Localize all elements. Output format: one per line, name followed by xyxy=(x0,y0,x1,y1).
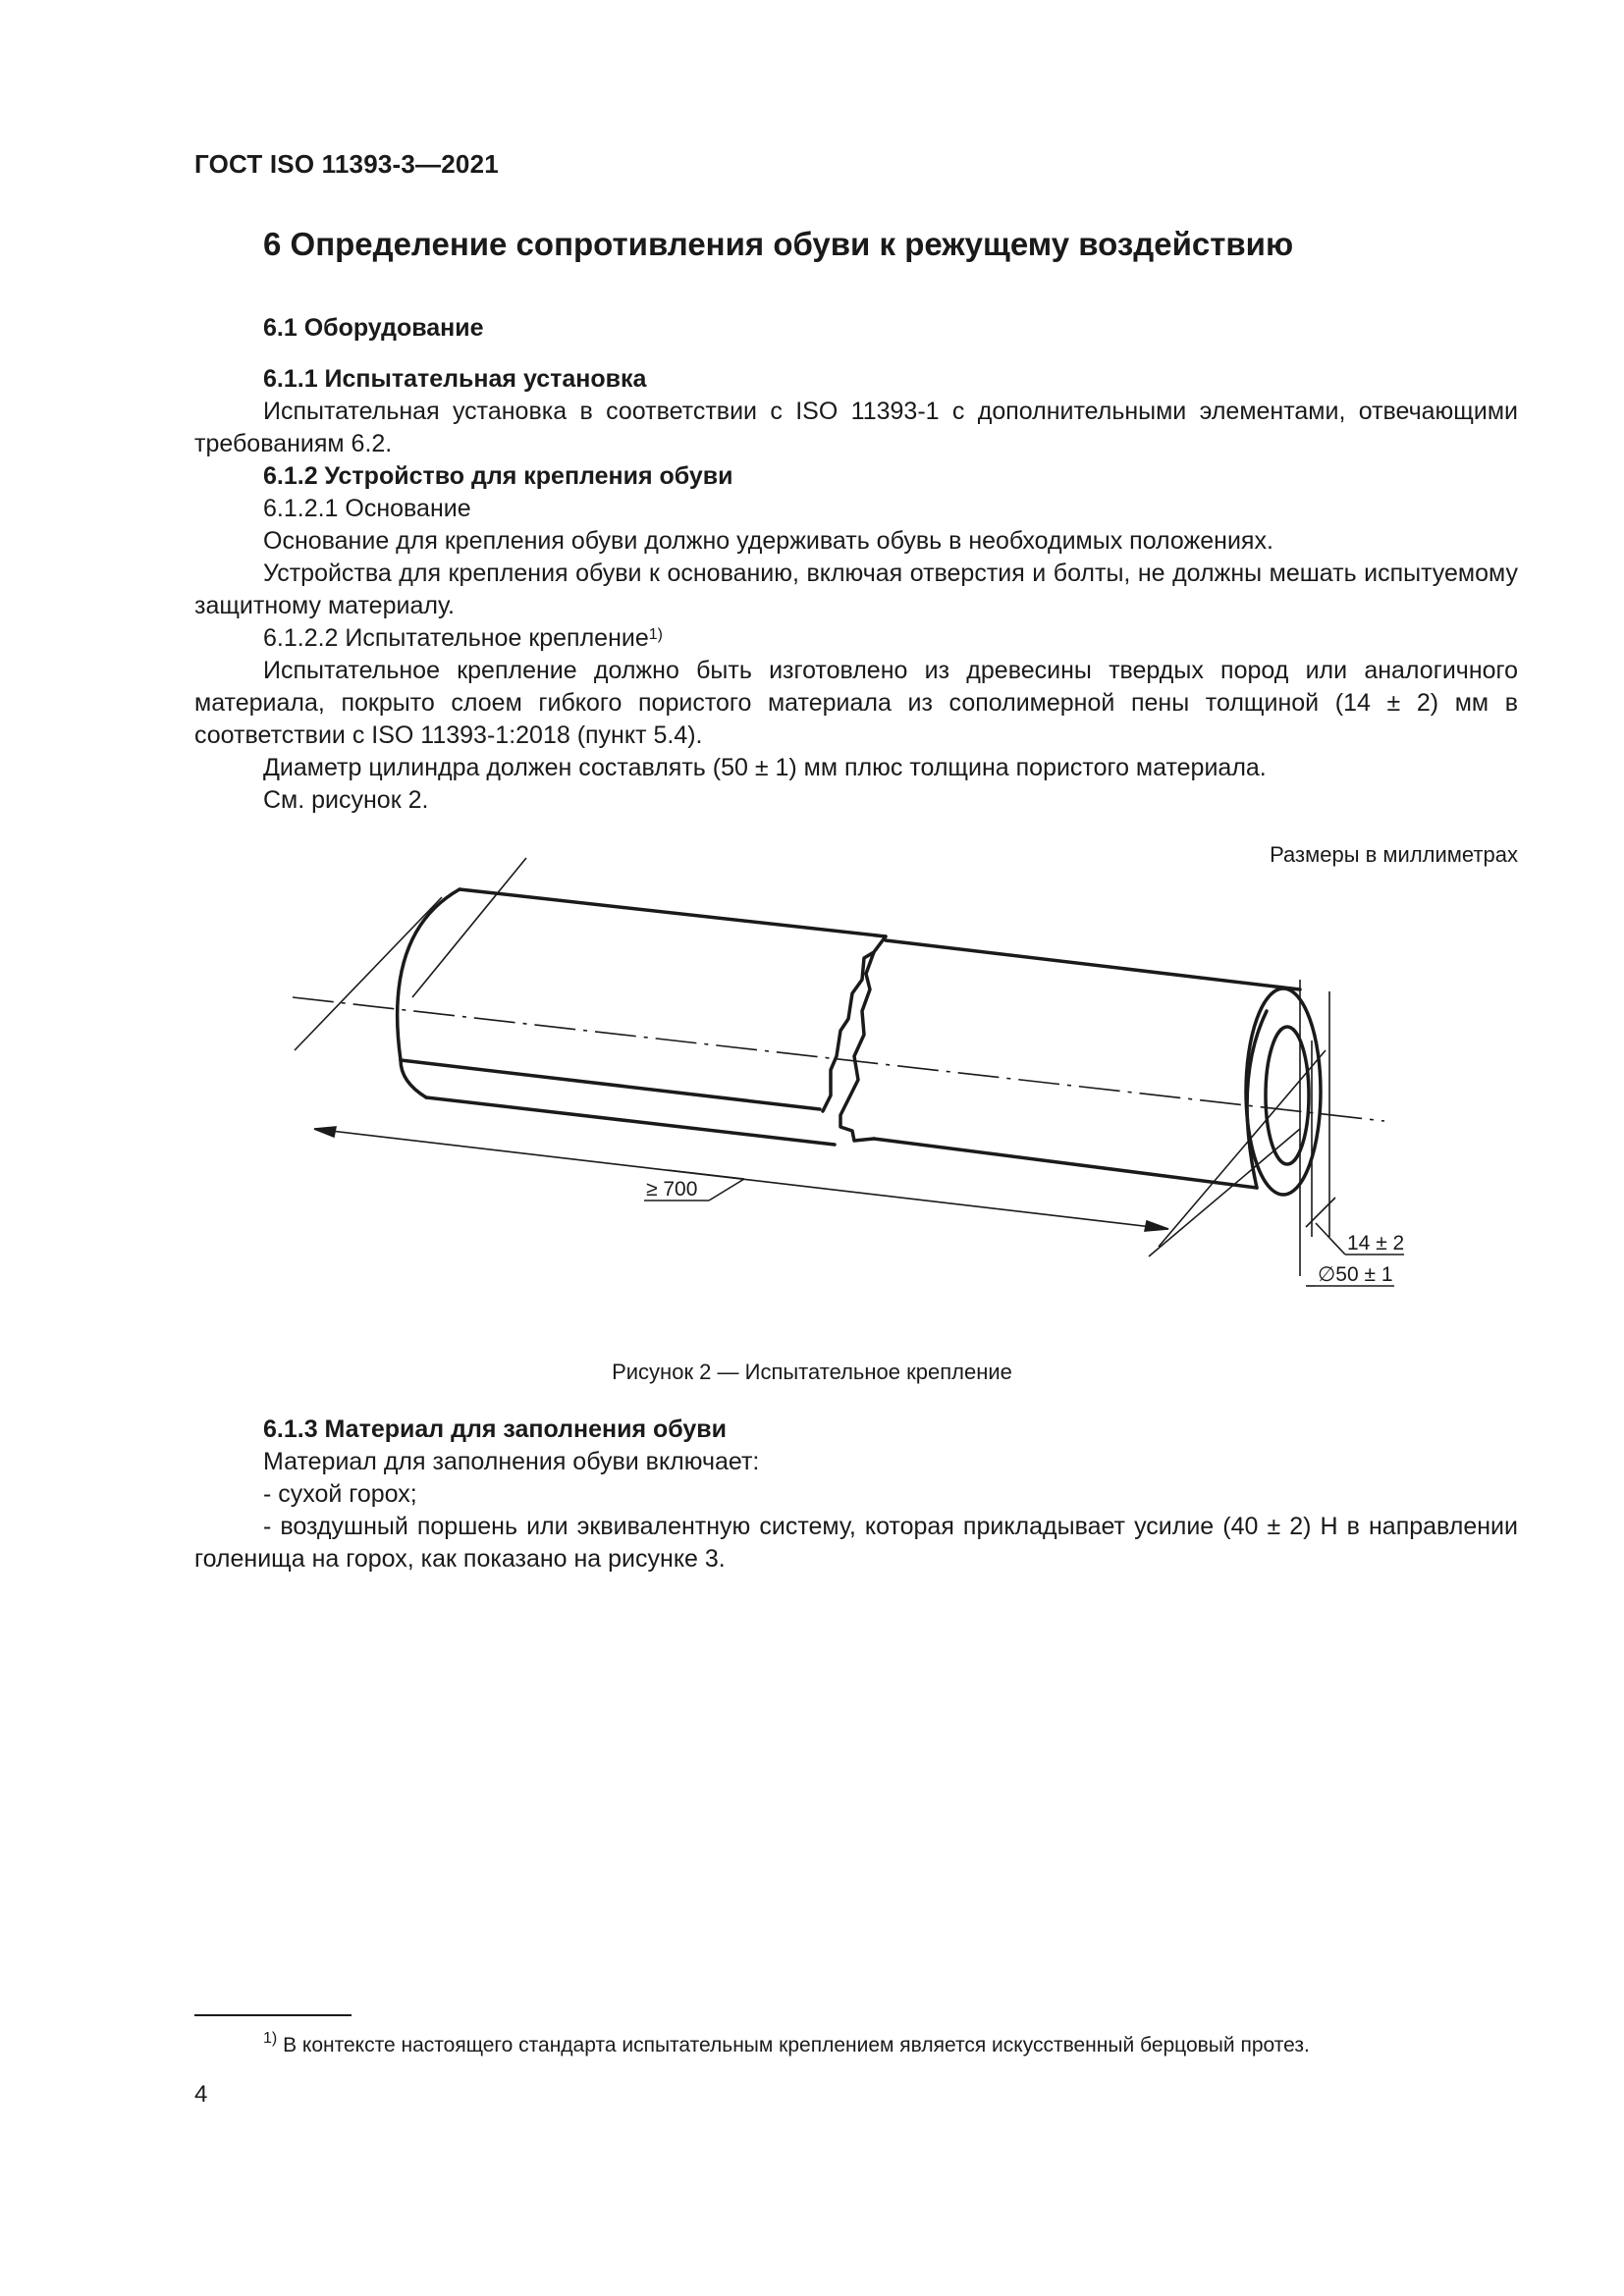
page-number: 4 xyxy=(194,2081,208,2108)
document-code: ГОСТ ISO 11393-3—2021 xyxy=(194,149,499,179)
list-item-air-piston-text: - воздушный поршень или эквивалентную систему, которая прикладывает усилие (40 ± 2) Н в направлении голенища на горох, как показано на рисунке 3. xyxy=(194,1513,1518,1573)
thickness-dimension-line xyxy=(1306,1198,1335,1227)
length-extension-left xyxy=(295,897,442,1050)
paragraph-6-1-2-2-b xyxy=(194,752,1518,784)
thickness-label-leader xyxy=(1316,1223,1345,1255)
length-extension-mid xyxy=(412,858,526,997)
paragraph-6-1-2-2-a xyxy=(194,655,1518,752)
paragraph-6-1-2-2-b-text: Диаметр цилиндра должен составлять (50 ± 1) мм плюс толщина пористого материала. xyxy=(263,754,1267,781)
subsection-6-1-1-title: 6.1.1 Испытательная установка xyxy=(263,365,647,393)
paragraph-6-1-1-text: Испытательная установка в соответствии с ISO 11393-1 с дополнительными элементами, отвечающими требованиям 6.2. xyxy=(194,398,1518,457)
list-item-dry-peas: - сухой горох; xyxy=(263,1480,417,1508)
footnote-reference[interactable]: 1) xyxy=(648,626,663,643)
figure-reference: См. рисунок 2. xyxy=(263,786,429,814)
cylinder-top-edge-right xyxy=(886,940,1300,989)
paragraph-6-1-2-2-a-text: Испытательное крепление должно быть изготовлено из древесины твердых пород или аналогичного материала, покрыто слоем гибкого пористого материала из сополимерной пены толщиной (14 ± 2) мм в соответствии с ISO 11393-1:2018 (пункт 5.4). xyxy=(194,657,1518,749)
cylinder-left-inner xyxy=(401,1060,426,1097)
cylinder-break-line xyxy=(823,936,886,1141)
cylinder-bottom-edge-right xyxy=(874,1139,1257,1188)
figure-2-caption: Рисунок 2 — Испытательное крепление xyxy=(612,1360,1012,1384)
cylinder-left-end xyxy=(398,889,460,1060)
footnote-text: В контексте настоящего стандарта испытательным креплением является искусственный берцовый протез. xyxy=(283,2034,1310,2056)
dimensions-note: Размеры в миллиметрах xyxy=(1270,842,1518,867)
figure-2-drawing xyxy=(285,864,1405,1325)
paragraph-6-1-2-1-b-text: Устройства для крепления обуви к основанию, включая отверстия и болты, не должны мешать испытуемому защитному материалу. xyxy=(194,560,1518,619)
clause-6-1-2-1-title: 6.1.2.1 Основание xyxy=(263,495,471,522)
subsection-6-1-3-title: 6.1.3 Материал для заполнения обуви xyxy=(263,1415,728,1443)
paragraph-6-1-3-intro: Материал для заполнения обуви включает: xyxy=(263,1448,760,1475)
diameter-label: ∅50 ± 1 xyxy=(1318,1263,1393,1286)
clause-6-1-2-2-title xyxy=(263,622,663,655)
paragraph-6-1-2-1-a xyxy=(194,525,1518,558)
length-arrow-left xyxy=(314,1127,336,1137)
subsection-6-1-2-title: 6.1.2 Устройство для крепления обуви xyxy=(263,462,733,490)
footnote xyxy=(263,2030,1310,2057)
paragraph-6-1-1 xyxy=(194,396,1518,460)
section-title: 6 Определение сопротивления обуви к режущему воздействию xyxy=(263,226,1294,262)
list-item-air-piston xyxy=(194,1511,1518,1575)
subsection-6-1-title: 6.1 Оборудование xyxy=(263,314,484,342)
length-label: ≥ 700 xyxy=(646,1178,698,1201)
paragraph-6-1-2-1-b xyxy=(194,558,1518,622)
paragraph-6-1-2-1-a-text: Основание для крепления обуви должно удерживать обувь в необходимых положениях. xyxy=(263,527,1273,555)
footnote-mark: 1) xyxy=(263,2030,278,2047)
thickness-label: 14 ± 2 xyxy=(1347,1232,1405,1255)
cylinder-top-edge-left xyxy=(460,889,886,936)
length-arrow-right xyxy=(1145,1221,1168,1231)
length-label-leader-b xyxy=(709,1179,744,1201)
clause-6-1-2-2-title-text: 6.1.2.2 Испытательное крепление xyxy=(263,624,649,652)
footnote-separator xyxy=(194,2014,352,2016)
